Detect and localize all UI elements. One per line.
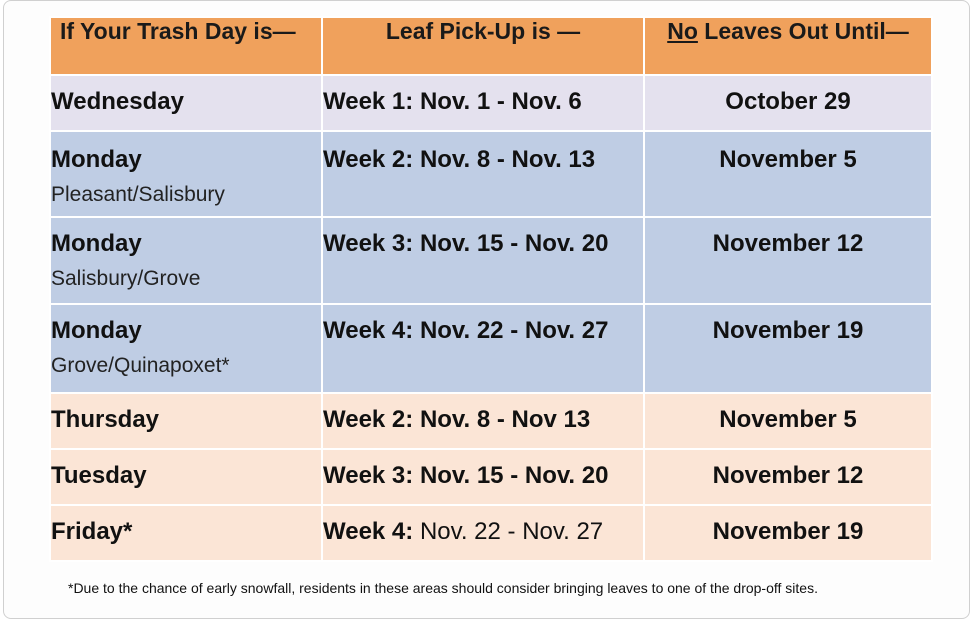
- no-leaves-until: November 19: [644, 505, 932, 561]
- no-leaves-until: November 12: [644, 449, 932, 505]
- header-no-leaves-rest: Leaves Out Until—: [697, 18, 909, 44]
- pickup-week: Week 3: Nov. 15 - Nov. 20: [322, 217, 644, 304]
- header-trash-day: If Your Trash Day is—: [50, 17, 322, 75]
- trash-day-cell: [50, 505, 322, 561]
- pickup-week-label: Week 4:: [323, 518, 414, 545]
- trash-day: Wednesday: [51, 88, 184, 115]
- header-no-leaves-out: [644, 17, 932, 75]
- table-row: [50, 304, 932, 393]
- trash-day-cell: [50, 217, 322, 304]
- trash-day: Monday: [51, 146, 142, 173]
- table-header-row: [50, 17, 932, 75]
- trash-day: Monday: [51, 230, 142, 257]
- table-row: [50, 449, 932, 505]
- trash-day-cell: [50, 304, 322, 393]
- no-leaves-until: November 5: [644, 393, 932, 449]
- street-range: Salisbury/Grove: [51, 267, 201, 290]
- table-row: [50, 505, 932, 561]
- no-leaves-until: October 29: [644, 75, 932, 131]
- street-range: Grove/Quinapoxet*: [51, 354, 230, 377]
- trash-day-cell: [50, 393, 322, 449]
- table-row: [50, 217, 932, 304]
- trash-day-cell: [50, 75, 322, 131]
- pickup-week: Week 3: Nov. 15 - Nov. 20: [322, 449, 644, 505]
- no-leaves-until: November 19: [644, 304, 932, 393]
- street-range: Pleasant/Salisbury: [51, 183, 225, 206]
- leaf-pickup-table: [49, 16, 933, 562]
- table-row: [50, 75, 932, 131]
- pickup-week: Week 2: Nov. 8 - Nov. 13: [322, 131, 644, 217]
- no-leaves-until: November 5: [644, 131, 932, 217]
- trash-day: Thursday: [51, 406, 160, 433]
- trash-day-cell: [50, 131, 322, 217]
- pickup-week: Week 2: Nov. 8 - Nov 13: [322, 393, 644, 449]
- no-leaves-until: November 12: [644, 217, 932, 304]
- header-leaf-pickup: Leaf Pick-Up is —: [322, 17, 644, 75]
- trash-day: Monday: [51, 317, 142, 344]
- pickup-week: Week 4: Nov. 22 - Nov. 27: [322, 304, 644, 393]
- pickup-week: Week 1: Nov. 1 - Nov. 6: [322, 75, 644, 131]
- header-no-underlined: No: [667, 18, 698, 44]
- trash-day: Friday*: [51, 518, 133, 545]
- table-row: [50, 393, 932, 449]
- trash-day-cell: [50, 449, 322, 505]
- table-row: [50, 131, 932, 217]
- footnote: *Due to the chance of early snowfall, residents in these areas should consider bringing leaves to one of the drop-off sites.: [68, 580, 818, 596]
- trash-day: Tuesday: [51, 462, 147, 489]
- pickup-week: [322, 505, 644, 561]
- pickup-week-dates: Nov. 22 - Nov. 27: [413, 518, 604, 545]
